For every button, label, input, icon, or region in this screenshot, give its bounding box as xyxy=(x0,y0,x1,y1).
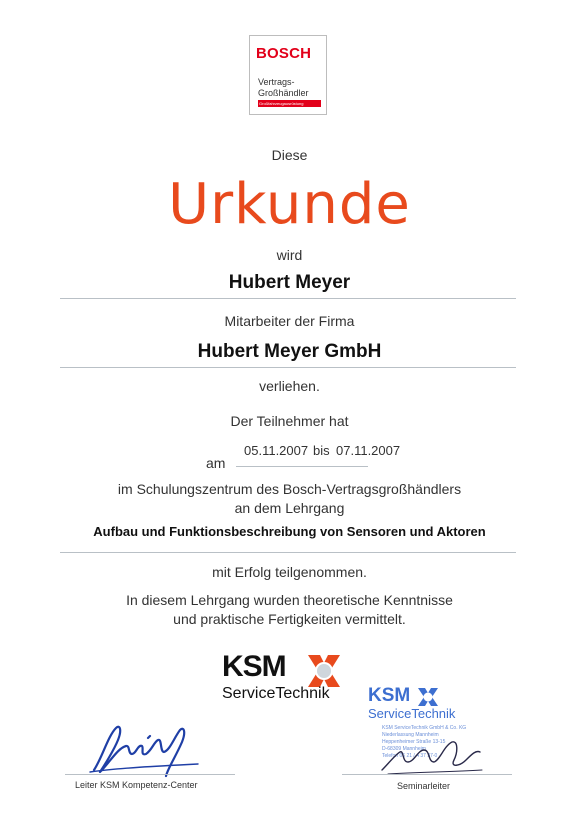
date-to: 07.11.2007 xyxy=(336,443,401,458)
signature-line-right xyxy=(342,774,512,775)
caption-left: Leiter KSM Kompetenz-Center xyxy=(75,780,198,790)
stamp-line: D-68309 Mannheim xyxy=(382,746,426,752)
date-underline xyxy=(236,466,368,467)
stamp-mark-icon xyxy=(416,687,440,707)
course-intro: an dem Lehrgang xyxy=(234,500,345,516)
awarded-text: verliehen. xyxy=(259,378,320,394)
bosch-brand: BOSCH xyxy=(256,45,312,62)
knowledge-line-1: In diesem Lehrgang wurden theoretische Kenntnisse xyxy=(126,592,453,608)
company-name: Hubert Meyer GmbH xyxy=(197,341,382,362)
stamp-line: Telefon 06 21 / 4 37 37-0 xyxy=(382,753,438,759)
employee-of-text: Mitarbeiter der Firma xyxy=(224,313,355,329)
certificate-title: Urkunde xyxy=(168,172,411,237)
bosch-line1: Vertrags- xyxy=(258,77,295,87)
ksm-name: KSM xyxy=(222,650,286,683)
ksm-logo xyxy=(222,650,362,710)
intro-text: Diese xyxy=(271,147,308,163)
wird-text: wird xyxy=(276,247,303,263)
stamp-line: Heppenheimer Straße 13-15 xyxy=(382,739,446,745)
date-from: 05.11.2007 xyxy=(244,443,309,458)
participant-text: Der Teilnehmer hat xyxy=(230,413,349,429)
ksm-mark-icon xyxy=(304,653,344,689)
bosch-strip: Großfahrzeugausrüstung xyxy=(258,100,321,107)
signature-line-left xyxy=(65,774,235,775)
caption-right: Seminarleiter xyxy=(397,781,451,791)
recipient-name: Hubert Meyer xyxy=(228,272,351,293)
stamp-line: Niederlassung Mannheim xyxy=(382,732,439,738)
divider xyxy=(60,552,516,553)
signature-right xyxy=(378,728,488,780)
location-line: im Schulungszentrum des Bosch-Vertragsgroßhändlers xyxy=(117,481,462,497)
stamp-name: KSM xyxy=(368,685,411,706)
stamp-sub: ServiceTechnik xyxy=(368,706,456,721)
date-bis: bis xyxy=(313,443,330,458)
stamp-line: KSM ServiceTechnik GmbH & Co. KG xyxy=(382,725,467,731)
signature-left xyxy=(88,718,208,780)
knowledge-line-2: und praktische Fertigkeiten vermittelt. xyxy=(173,611,406,627)
date-prefix: am xyxy=(206,455,226,471)
success-text: mit Erfolg teilgenommen. xyxy=(212,564,367,580)
divider xyxy=(60,298,516,299)
bosch-logo xyxy=(249,35,327,115)
divider xyxy=(60,367,516,368)
bosch-line2: Großhändler xyxy=(258,88,309,98)
course-title: Aufbau und Funktionsbeschreibung von Sensoren und Aktoren xyxy=(93,524,486,539)
ksm-sub: ServiceTechnik xyxy=(222,685,330,702)
